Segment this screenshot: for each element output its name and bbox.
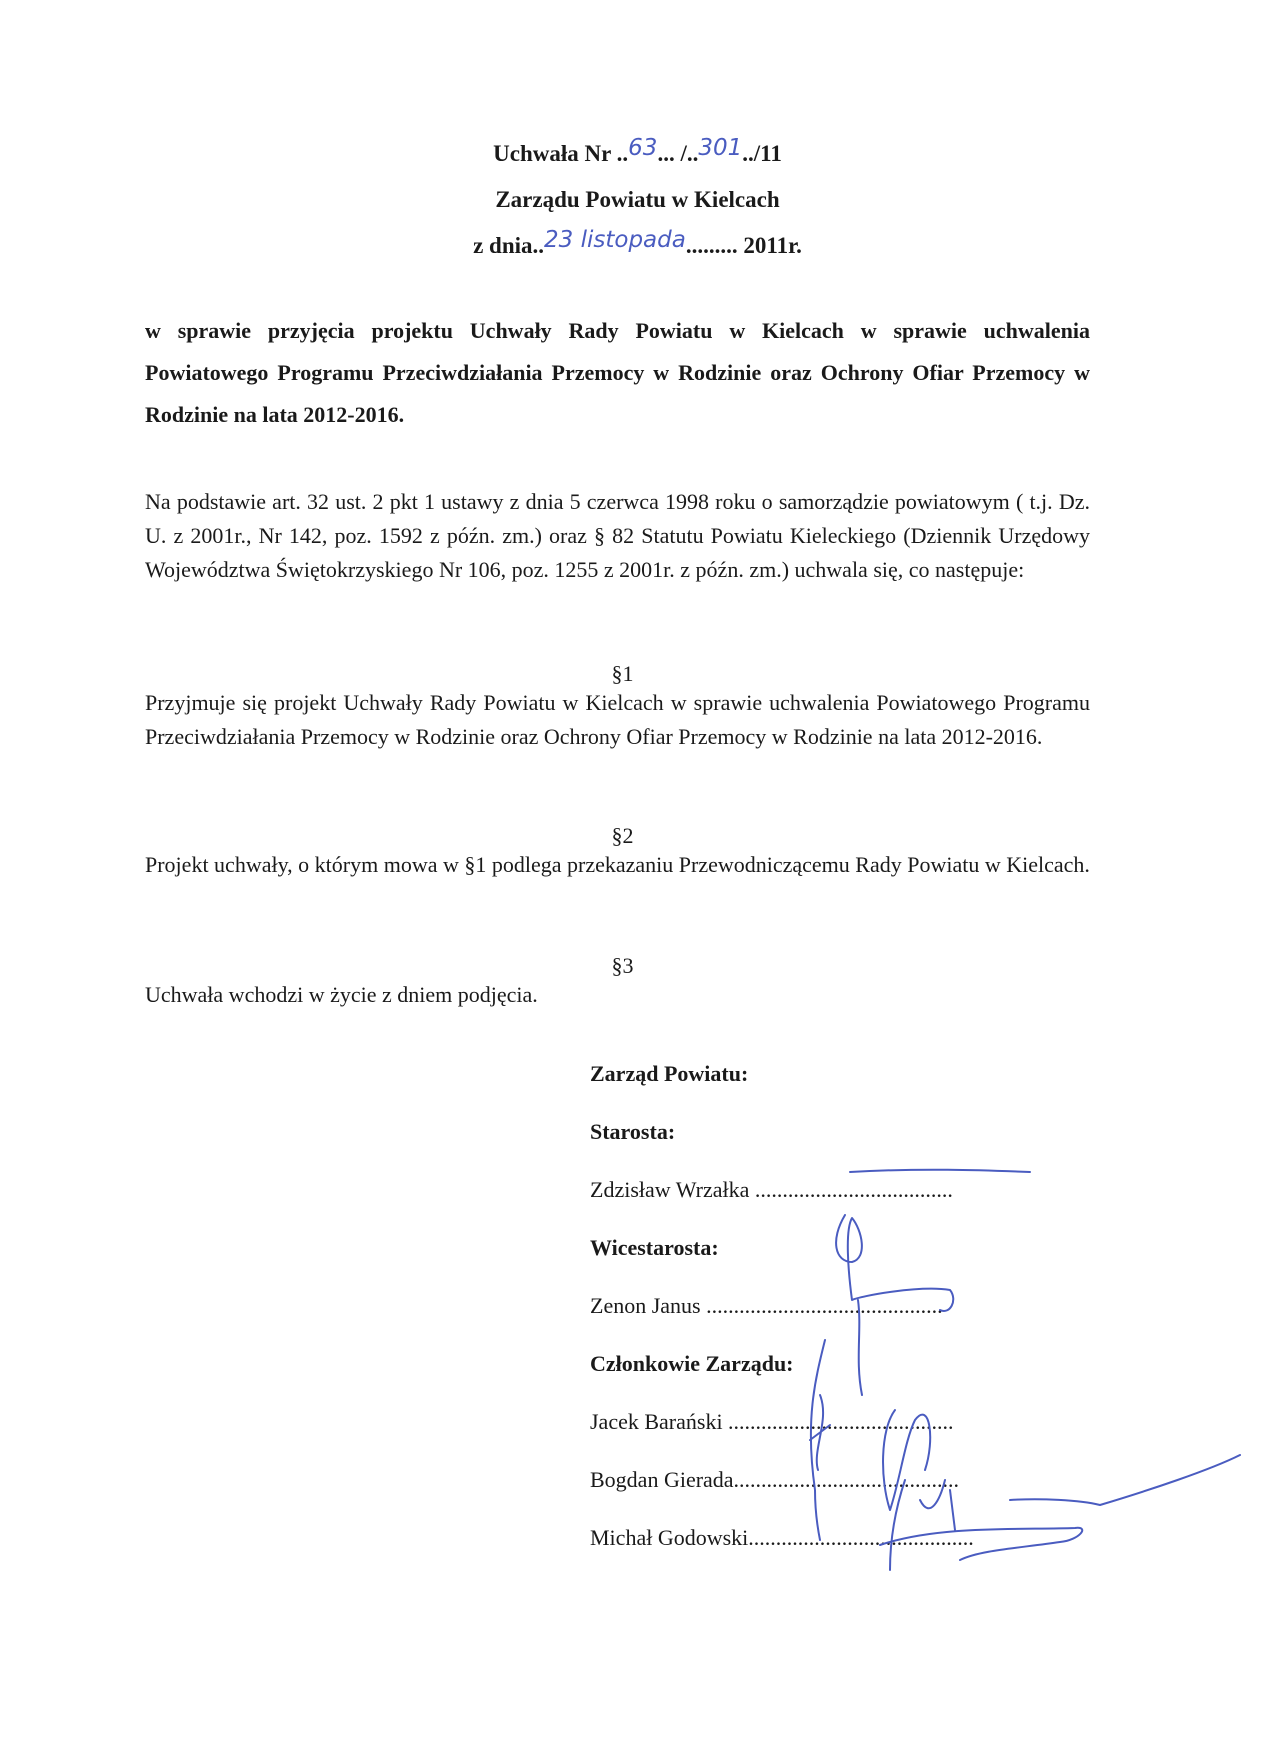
- member-signature-line-3: Michał Godowski.........................................: [590, 1525, 974, 1550]
- resolution-number-handwritten: 63: [628, 135, 658, 161]
- starosta-signature-line: Zdzisław Wrzałka ....................................: [590, 1177, 953, 1202]
- member-signature-line-1: Jacek Barański .........................................: [590, 1409, 954, 1434]
- section-text-3: Uchwała wchodzi w życie z dniem podjęcia.: [145, 982, 538, 1007]
- member-signature-stroke-1: [810, 1340, 830, 1540]
- legal-basis: Na podstawie art. 32 ust. 2 pkt 1 ustawy z dnia 5 czerwca 1998 roku o samorządzie powiatowym ( t.j. Dz. U. z 2001r., Nr 142, poz. 1592 z późn. zm.) oraz § 82 Statutu Powiatu Kieleckiego (Dziennik Urzędowy Województwa Świętokrzyskiego Nr 106, poz. 1255 z 2001r. z późn. zm.) uchwala się, co następuje:: [145, 489, 1090, 582]
- resolution-number-suffix: /11: [753, 141, 782, 166]
- wicestarosta-heading: Wicestarosta:: [590, 1235, 719, 1260]
- section-sign-1: §1: [611, 661, 634, 686]
- resolution-number2-handwritten: 301: [698, 135, 743, 161]
- section-sign-3: §3: [611, 953, 634, 978]
- resolution-date: z dnia..23 listopada......... 2011r.: [473, 227, 802, 258]
- section-text-2: Projekt uchwały, o którym mowa w §1 podlega przekazaniu Przewodniczącemu Rady Powiatu w Kielcach.: [145, 852, 1090, 877]
- resolution-number: Uchwała Nr ..63... /..301../11: [493, 135, 782, 166]
- wicestarosta-signature-line: Zenon Janus ...........................................: [590, 1293, 943, 1318]
- member-signature-line-2: Bogdan Gierada.........................................: [590, 1467, 960, 1492]
- section-text-1: Przyjmuje się projekt Uchwały Rady Powiatu w Kielcach w sprawie uchwalenia Powiatowego Programu Przeciwdziałania Przemocy w Rodzinie oraz Ochrony Ofiar Przemocy w Rodzinie na lata 2012-2016.: [145, 690, 1090, 749]
- resolution-subject: w sprawie przyjęcia projektu Uchwały Rady Powiatu w Kielcach w sprawie uchwalenia Powiatowego Programu Przeciwdziałania Przemocy w Rodzinie oraz Ochrony Ofiar Przemocy w Rodzinie na lata 2012-2016.: [145, 318, 1090, 427]
- resolution-number-prefix: Uchwała Nr: [493, 141, 611, 166]
- starosta-heading: Starosta:: [590, 1119, 676, 1144]
- date-handwritten: 23 listopada: [544, 227, 686, 253]
- section-sign-2: §2: [611, 823, 634, 848]
- starosta-signature-stroke: [850, 1170, 1030, 1172]
- members-heading: Członkowie Zarządu:: [590, 1351, 794, 1376]
- date-prefix: z dnia: [473, 233, 533, 258]
- issuing-body: Zarządu Powiatu w Kielcach: [495, 187, 780, 212]
- board-heading: Zarząd Powiatu:: [590, 1061, 749, 1086]
- date-suffix: 2011r.: [743, 233, 802, 258]
